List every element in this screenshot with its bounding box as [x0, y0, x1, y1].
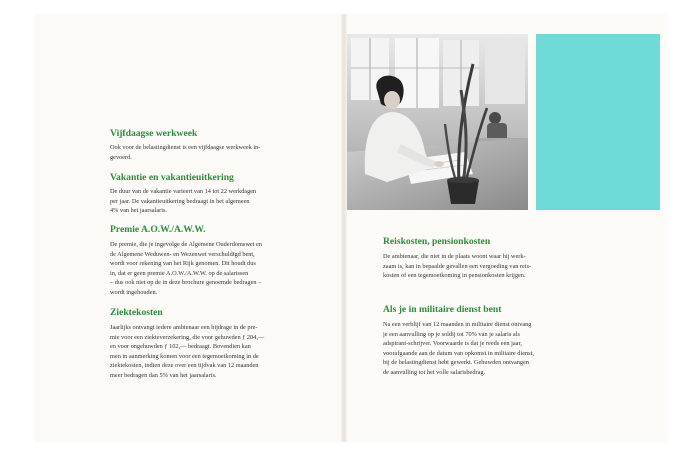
text-line: in, dat er geen premie A.O.W./A.W.W. op de salarissen: [110, 269, 249, 277]
text-line: Na een verblijf van 12 maanden in militaire dienst ontvang: [383, 321, 532, 328]
text-line: gevoerd.: [110, 153, 132, 161]
photo-woman-at-desk-with-plant: [347, 34, 528, 210]
text-line: wordt ingehouden.: [110, 288, 158, 296]
text-line: mie voor een ziekteverzekering, die voor gehuwden ƒ 204,—: [110, 333, 265, 341]
heading-militaire-dienst: Als je in militaire dienst bent: [383, 304, 502, 315]
text-line: voorafgaande aan de datum van opkomst in militaire dienst,: [383, 349, 534, 357]
paragraph-vakantie: [110, 187, 256, 216]
paragraph-ziektekosten: [110, 323, 264, 381]
text-line: De premie, die je ingevolge de Algemene Ouderdomswet en: [110, 241, 262, 248]
text-line: wordt voor rekening van het Rijk genomen. Dit houdt dus: [110, 260, 256, 268]
text-line: per jaar. De vakantieuitkering bedraagt in het algemeen: [110, 197, 250, 205]
paragraph-militaire-dienst: [383, 320, 534, 378]
heading-vijfdaagse-werkweek: Vijfdaagse werkweek: [110, 128, 198, 139]
text-line: de aanvulling tot het volle salarisbedrag.: [383, 368, 486, 376]
text-line: je een aanvulling op je soldij tot 70% van je salaris als: [383, 330, 520, 338]
paragraph-reiskosten: [383, 252, 531, 281]
paragraph-premie-aow-aww: [110, 240, 262, 298]
turquoise-color-panel: [536, 34, 660, 210]
text-line: De ambtenaar, die niet in de plaats woont waar hij werk-: [383, 253, 526, 260]
text-line: de Algemene Weduwen- en Wezenwet verschuldigd bent,: [110, 250, 255, 258]
text-line: De duur van de vakantie varieert van 14 tot 22 werkdagen: [110, 188, 257, 195]
text-line: meer bedragen dan 5% van het jaarsalaris.: [110, 371, 217, 379]
heading-reiskosten: Reiskosten, pensionkosten: [383, 236, 491, 247]
text-line: en voor ongehuwden ƒ 102,— bedraagt. Bovendien kan: [110, 343, 251, 351]
text-line: bij de belastingdienst hebt gewerkt. Gehuwden ontvangen: [383, 359, 530, 367]
text-line: 4% van het jaarsalaris.: [110, 207, 167, 215]
text-line: ziektekosten, indien deze over een tijdvak van 12 maanden: [110, 362, 259, 370]
text-line: adspirant-schrijver. Voorwaarde is dat je reeds een jaar,: [383, 340, 522, 348]
text-line: zaam is, kan in bepaalde gevallen een vergoeding van reis-: [383, 262, 532, 270]
heading-premie-aow-aww: Premie A.O.W./A.W.W.: [110, 224, 206, 235]
heading-ziektekosten: Ziektekosten: [110, 307, 163, 318]
text-line: kosten of een tegemoetkoming in pensionkosten krijgen.: [383, 272, 526, 280]
text-line: – dus ook niet op de in deze brochure genoemde bedragen –: [110, 279, 262, 287]
text-line: Ook voor de belastingdienst is een vijfdaagse werkweek in-: [110, 144, 261, 151]
heading-vakantie: Vakantie en vakantieuitkering: [110, 172, 234, 183]
text-line: men in aanmerking komen voor een tegemoetkoming in de: [110, 352, 259, 360]
text-line: Jaarlijks ontvangt iedere ambtenaar een bijdrage in de pre-: [110, 324, 258, 331]
paragraph-vijfdaagse-werkweek: [110, 143, 260, 162]
